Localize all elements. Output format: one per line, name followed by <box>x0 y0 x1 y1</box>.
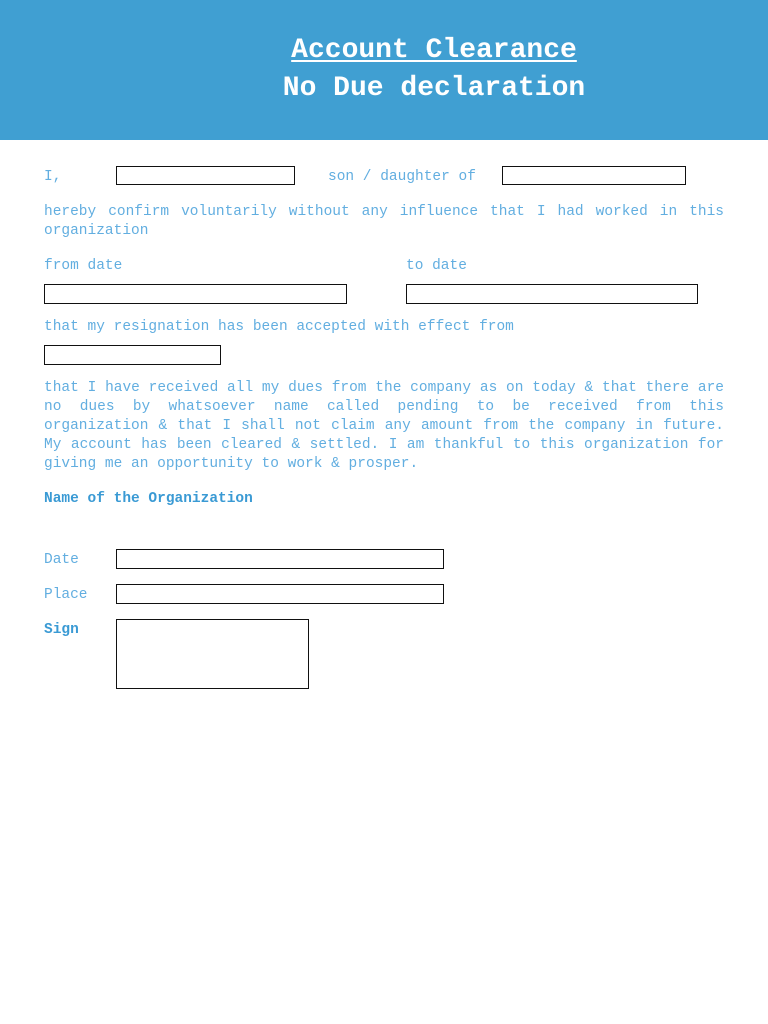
confirm-text: hereby confirm voluntarily without any influence that I had worked in this organization <box>44 204 724 239</box>
to-date-label: to date <box>406 258 467 274</box>
header-banner <box>0 0 768 140</box>
date-field[interactable] <box>116 549 444 569</box>
declaration-text: that I have received all my dues from the company as on today & that there are no dues by whatsoever name called pending to be received from this organization & that I shall not claim any amount from the company in future. My account has been cleared & settled. I am thankful to this organization for giving me an opportunity to work & prosper. <box>44 380 724 472</box>
effective-date-field[interactable] <box>44 345 221 365</box>
employee-name-field[interactable] <box>116 166 295 185</box>
sign-label: Sign <box>44 622 79 638</box>
organization-name-label: Name of the Organization <box>44 491 253 507</box>
signature-box[interactable] <box>116 619 309 689</box>
from-date-label: from date <box>44 258 123 274</box>
son-daughter-label: son / daughter of <box>328 169 476 185</box>
from-date-field[interactable] <box>44 284 347 304</box>
place-field[interactable] <box>116 584 444 604</box>
parent-name-field[interactable] <box>502 166 686 185</box>
date-label: Date <box>44 552 79 568</box>
i-label: I, <box>44 169 62 185</box>
page-title: Account Clearance <box>291 35 577 66</box>
resignation-text: that my resignation has been accepted with effect from <box>44 319 514 335</box>
page-subtitle: No Due declaration <box>282 73 586 104</box>
place-label: Place <box>44 587 88 603</box>
to-date-field[interactable] <box>406 284 698 304</box>
